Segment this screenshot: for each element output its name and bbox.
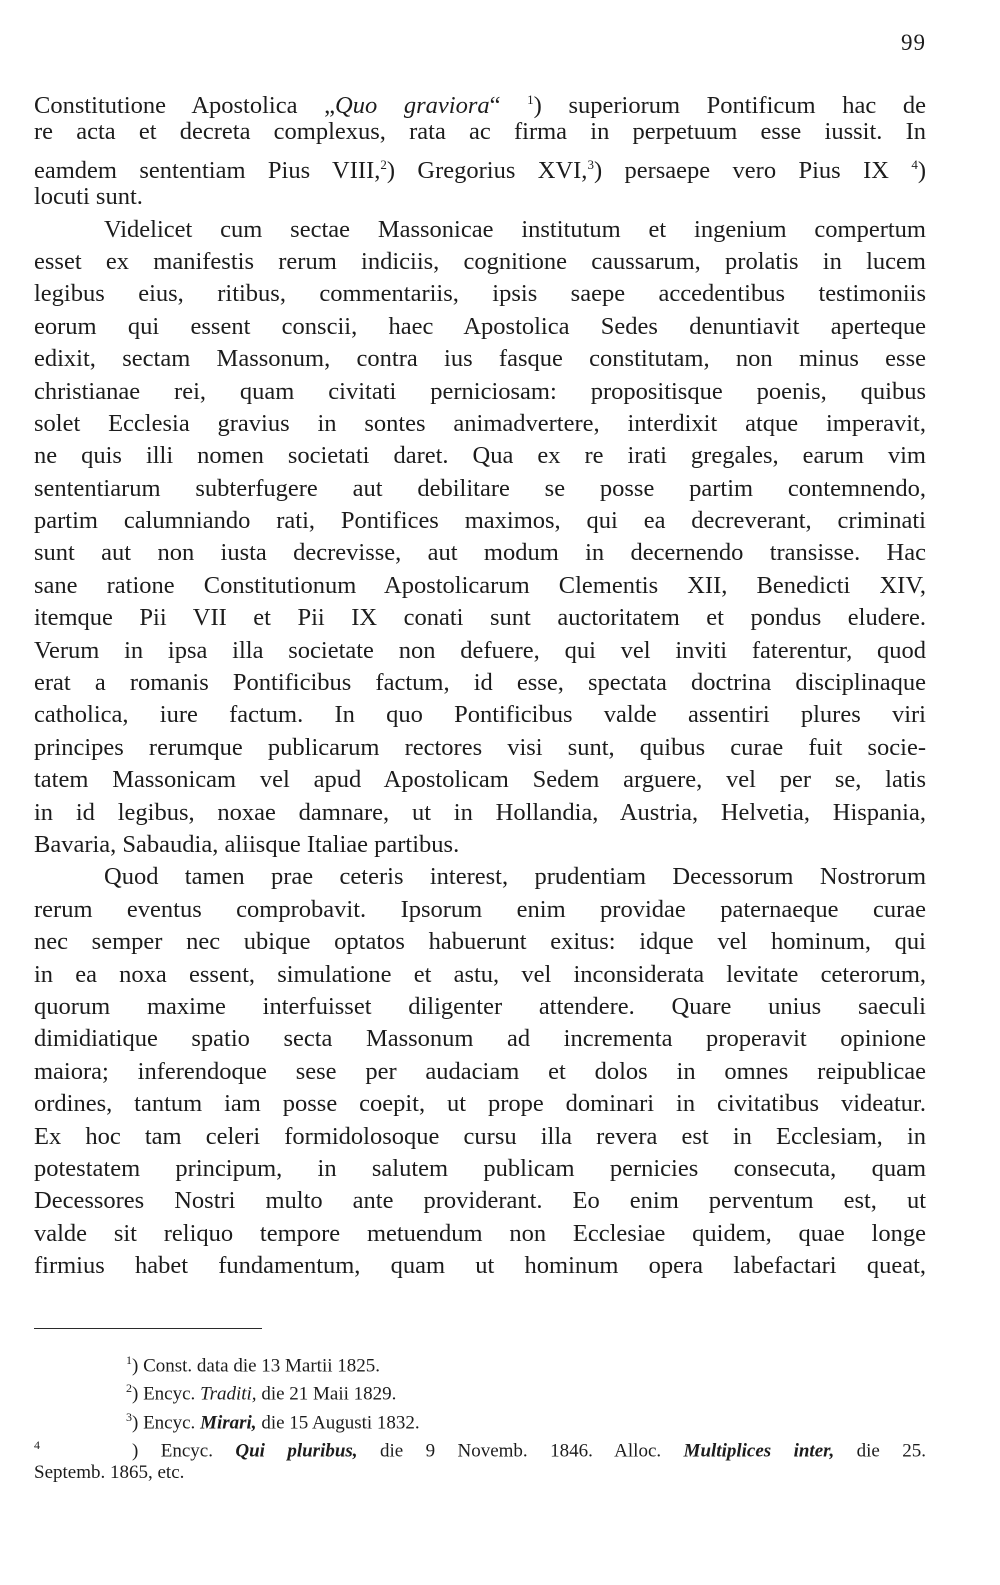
- text-line: maiora; inferendoque sese per audaciam et dolos in omnes reipublicae: [34, 1057, 926, 1085]
- text-line: in id legibus, noxae damnare, ut in Hollandia, Austria, Helvetia, Hispania,: [34, 798, 926, 826]
- text-line: potestatem principum, in salutem publicam pernicies consecuta, quam: [34, 1154, 926, 1182]
- text-line: ne quis illi nomen societati daret. Qua ex re irati gregales, earum vim: [34, 442, 926, 470]
- text-line: edixit, sectam Massonum, contra ius fasque constitutam, non minus esse: [34, 345, 926, 373]
- text-line: ordines, tantum iam posse coepit, ut prope dominari in civitatibus videatur.: [34, 1090, 926, 1118]
- footnote-divider: [34, 1328, 262, 1329]
- footnotes: [34, 1346, 926, 1487]
- text-line: principes rerumque publicarum rectores visi sunt, quibus curae fuit socie-: [34, 733, 926, 761]
- footnote: $^4$ ) Encyc. Qui pluribus, die 9 Novemb. 1846. Alloc. Multiplices inter, die 25.: [34, 1437, 926, 1462]
- text-line: in ea noxa essent, simulatione et astu, vel inconsiderata levitate ceterorum,: [34, 960, 926, 988]
- page-number: 99: [901, 30, 926, 55]
- text-line: sententiarum subterfugere aut debilitare se posse partim contemnendo,: [34, 474, 926, 502]
- text-line: eorum qui essent conscii, haec Apostolica Sedes denuntiavit aperteque: [34, 312, 926, 340]
- footnote-ref: 2: [380, 156, 387, 172]
- text-line: Bavaria, Sabaudia, aliisque Italiae partibus.: [34, 830, 460, 858]
- text-line: Decessores Nostri multo ante providerant. Eo enim perventum est, ut: [34, 1187, 926, 1215]
- footnote-ref: 1: [527, 92, 534, 107]
- text-line: nec semper nec ubique optatos habuerunt exitus: idque vel hominum, qui: [34, 928, 926, 956]
- text-line: Videlicet cum sectae Massonicae institutum et ingenium compertum: [104, 215, 926, 243]
- text-line: erat a romanis Pontificibus factum, id esse, spectata doctrina disciplinaque: [34, 669, 926, 697]
- text-line: Verum in ipsa illa societate non defuere, qui vel inviti faterentur, quod: [34, 636, 926, 664]
- text-line: eamdem sententiam Pius VIII,$^2$) Gregorius XVI,$^3$) persaepe vero Pius IX $^4$): [34, 156, 926, 184]
- footnote: $^2$) Encyc. Traditi, die 21 Maii 1829.: [126, 1381, 397, 1405]
- text-line: partim calumniando rati, Pontifices maximos, qui ea decreverant, criminati: [34, 507, 926, 535]
- text-line: esset ex manifestis rerum indiciis, cognitione caussarum, prolatis in lucem: [34, 247, 926, 275]
- text-line: tatem Massonicam vel apud Apostolicam Sedem arguere, vel per se, latis: [34, 766, 926, 794]
- body-text: [34, 84, 926, 1282]
- text-line: solet Ecclesia gravius in sontes animadvertere, interdixit atque imperavit,: [34, 409, 926, 437]
- text-line: Constitutione Apostolica „Quo graviora“ $^1$) superiorum Pontificum hac de: [34, 92, 926, 120]
- text-line: legibus eius, ritibus, commentariis, ipsis saepe accedentibus testimoniis: [34, 280, 926, 308]
- text-line: Quod tamen prae ceteris interest, prudentiam Decessorum Nostrorum: [104, 863, 926, 891]
- text-line: quorum maxime interfuisset diligenter attendere. Quare unius saeculi: [34, 992, 926, 1020]
- footnote-continuation: Septemb. 1865, etc.: [34, 1462, 185, 1484]
- text-line: rerum eventus comprobavit. Ipsorum enim providae paternaeque curae: [34, 895, 926, 923]
- text-line: firmius habet fundamentum, quam ut hominum opera labefactari queat,: [34, 1252, 926, 1280]
- footnote-ref: 3: [587, 156, 594, 172]
- text-line: locuti sunt.: [34, 183, 143, 211]
- text-line: sunt aut non iusta decrevisse, aut modum in decernendo transisse. Hac: [34, 539, 926, 567]
- footnote-ref: 4: [911, 156, 918, 172]
- text-line: sane ratione Constitutionum Apostolicarum Clementis XII, Benedicti XIV,: [34, 571, 926, 599]
- text-line: catholica, iure factum. In quo Pontificibus valde assentiri plures viri: [34, 701, 926, 729]
- text-line: itemque Pii VII et Pii IX conati sunt auctoritatem et pondus eludere.: [34, 604, 926, 632]
- text-line: Ex hoc tam celeri formidolosoque cursu illa revera est in Ecclesiam, in: [34, 1122, 926, 1150]
- text-line: valde sit reliquo tempore metuendum non Ecclesiae quidem, quae longe: [34, 1219, 926, 1247]
- text-line: re acta et decreta complexus, rata ac firma in perpetuum esse iussit. In: [34, 118, 926, 146]
- text-line: christianae rei, quam civitati perniciosam: propositisque poenis, quibus: [34, 377, 926, 405]
- text-line: dimidiatique spatio secta Massonum ad incrementa properavit opinione: [34, 1025, 926, 1053]
- footnote: $^3$) Encyc. Mirari, die 15 Augusti 1832.: [126, 1409, 420, 1433]
- footnote: $^1$) Const. data die 13 Martii 1825.: [126, 1353, 381, 1377]
